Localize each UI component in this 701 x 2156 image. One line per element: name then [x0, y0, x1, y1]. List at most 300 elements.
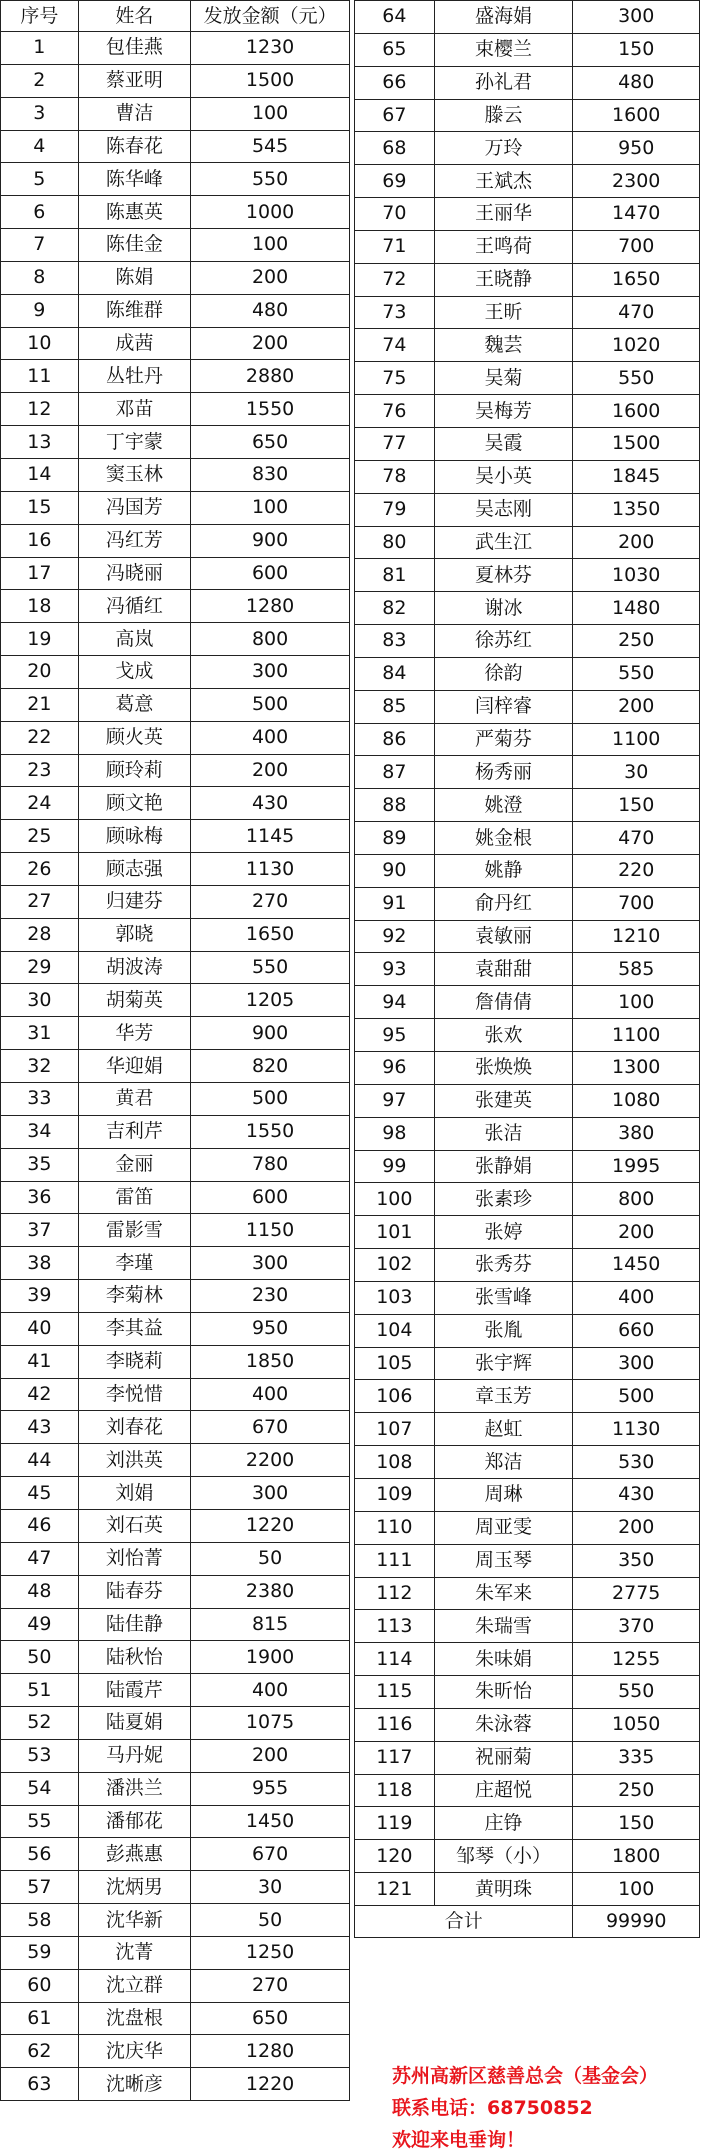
- amount-cell: 600: [191, 1181, 350, 1214]
- recipient-name: 张静娟: [434, 1150, 573, 1183]
- row-number: 48: [1, 1575, 79, 1608]
- amount-cell: 550: [573, 362, 700, 395]
- row-number: 37: [1, 1214, 79, 1247]
- row-number: 46: [1, 1509, 79, 1542]
- table-row: [355, 789, 700, 822]
- table-row: [1, 1805, 350, 1838]
- table-row: [355, 493, 700, 526]
- amount-cell: 2200: [191, 1444, 350, 1477]
- row-number: 110: [355, 1511, 435, 1544]
- amount-cell: 670: [191, 1838, 350, 1871]
- recipient-name: 吴志刚: [434, 493, 573, 526]
- recipient-name: 窦玉林: [78, 458, 191, 491]
- recipient-name: 姚金根: [434, 822, 573, 855]
- table-row: [355, 723, 700, 756]
- recipient-name: 夏林芬: [434, 559, 573, 592]
- row-number: 42: [1, 1378, 79, 1411]
- amount-cell: 200: [191, 1739, 350, 1772]
- row-number: 71: [355, 230, 435, 263]
- table-row: [355, 395, 700, 428]
- amount-cell: 950: [191, 1312, 350, 1345]
- amount-cell: 650: [191, 426, 350, 459]
- amount-cell: 480: [573, 66, 700, 99]
- recipient-name: 沈炳男: [78, 1871, 191, 1904]
- row-number: 97: [355, 1084, 435, 1117]
- row-number: 33: [1, 1083, 79, 1116]
- row-number: 81: [355, 559, 435, 592]
- disbursement-table-left: [0, 0, 350, 2101]
- recipient-name: 祝丽菊: [434, 1741, 573, 1774]
- recipient-name: 黄君: [78, 1083, 191, 1116]
- row-number: 73: [355, 296, 435, 329]
- recipient-name: 朱味娟: [434, 1643, 573, 1676]
- recipient-name: 沈晰彦: [78, 2068, 191, 2101]
- table-row: [1, 1214, 350, 1247]
- recipient-name: 袁敏丽: [434, 920, 573, 953]
- amount-cell: 1500: [573, 427, 700, 460]
- table-row: [355, 329, 700, 362]
- row-number: 31: [1, 1017, 79, 1050]
- amount-cell: 950: [573, 132, 700, 165]
- amount-cell: 1350: [573, 493, 700, 526]
- table-row: [1, 1904, 350, 1937]
- amount-cell: 550: [573, 657, 700, 690]
- recipient-name: 吴梅芳: [434, 395, 573, 428]
- row-number: 99: [355, 1150, 435, 1183]
- recipient-name: 冯国芳: [78, 491, 191, 524]
- row-number: 77: [355, 427, 435, 460]
- header-amount: 发放金额（元）: [191, 1, 350, 32]
- recipient-name: 李晓莉: [78, 1345, 191, 1378]
- table-row: [1, 426, 350, 459]
- amount-cell: 1030: [573, 559, 700, 592]
- row-number: 117: [355, 1741, 435, 1774]
- amount-cell: 200: [191, 261, 350, 294]
- table-row: [355, 1, 700, 34]
- amount-cell: 30: [191, 1871, 350, 1904]
- recipient-name: 张胤: [434, 1314, 573, 1347]
- amount-cell: 1145: [191, 820, 350, 853]
- row-number: 120: [355, 1840, 435, 1873]
- table-row: [355, 690, 700, 723]
- row-number: 22: [1, 721, 79, 754]
- row-number: 68: [355, 132, 435, 165]
- recipient-name: 顾文艳: [78, 787, 191, 820]
- row-number: 96: [355, 1052, 435, 1085]
- recipient-name: 马丹妮: [78, 1739, 191, 1772]
- recipient-name: 谢冰: [434, 592, 573, 625]
- recipient-name: 王丽华: [434, 198, 573, 231]
- table-row: [1, 32, 350, 65]
- row-number: 72: [355, 263, 435, 296]
- table-row: [355, 1478, 700, 1511]
- row-number: 49: [1, 1608, 79, 1641]
- recipient-name: 吴霞: [434, 427, 573, 460]
- amount-cell: 1220: [191, 2068, 350, 2101]
- table-row: [355, 1610, 700, 1643]
- amount-cell: 380: [573, 1117, 700, 1150]
- amount-cell: 700: [573, 230, 700, 263]
- table-row: [355, 1413, 700, 1446]
- recipient-name: 朱瑞雪: [434, 1610, 573, 1643]
- recipient-name: 高岚: [78, 623, 191, 656]
- amount-cell: 1600: [573, 99, 700, 132]
- amount-cell: 300: [191, 1247, 350, 1280]
- row-number: 19: [1, 623, 79, 656]
- row-number: 14: [1, 458, 79, 491]
- amount-cell: 600: [191, 557, 350, 590]
- recipient-name: 沈立群: [78, 1969, 191, 2002]
- recipient-name: 姚静: [434, 854, 573, 887]
- recipient-name: 徐苏红: [434, 625, 573, 658]
- recipient-name: 华芳: [78, 1017, 191, 1050]
- table-row: [1, 294, 350, 327]
- row-number: 86: [355, 723, 435, 756]
- recipient-name: 郑洁: [434, 1446, 573, 1479]
- table-row: [1, 853, 350, 886]
- amount-cell: 150: [573, 789, 700, 822]
- recipient-name: 陆春芬: [78, 1575, 191, 1608]
- row-number: 64: [355, 1, 435, 34]
- row-number: 94: [355, 986, 435, 1019]
- table-row: [1, 557, 350, 590]
- row-number: 34: [1, 1115, 79, 1148]
- row-number: 83: [355, 625, 435, 658]
- amount-cell: 500: [191, 688, 350, 721]
- recipient-name: 归建芬: [78, 885, 191, 918]
- table-row: [1, 1477, 350, 1510]
- table-header-row: [1, 1, 350, 32]
- row-number: 53: [1, 1739, 79, 1772]
- recipient-name: 戈成: [78, 656, 191, 689]
- table-row: [1, 1050, 350, 1083]
- recipient-name: 邓苗: [78, 393, 191, 426]
- row-number: 76: [355, 395, 435, 428]
- row-number: 41: [1, 1345, 79, 1378]
- table-row: [1, 1838, 350, 1871]
- amount-cell: 250: [573, 1774, 700, 1807]
- row-number: 60: [1, 1969, 79, 2002]
- table-row: [1, 1608, 350, 1641]
- recipient-name: 冯红芳: [78, 524, 191, 557]
- row-number: 52: [1, 1707, 79, 1740]
- amount-cell: 1205: [191, 984, 350, 1017]
- recipient-name: 张秀芬: [434, 1249, 573, 1282]
- table-row: [355, 460, 700, 493]
- amount-cell: 400: [191, 721, 350, 754]
- row-number: 91: [355, 887, 435, 920]
- amount-cell: 2775: [573, 1577, 700, 1610]
- table-row: [1, 984, 350, 1017]
- recipient-name: 胡波涛: [78, 951, 191, 984]
- amount-cell: 100: [191, 97, 350, 130]
- recipient-name: 潘郁花: [78, 1805, 191, 1838]
- recipient-name: 邹琴（小）: [434, 1840, 573, 1873]
- table-row: [1, 623, 350, 656]
- table-row: [355, 1347, 700, 1380]
- recipient-name: 陆秋怡: [78, 1641, 191, 1674]
- amount-cell: 1450: [573, 1249, 700, 1282]
- table-row: [1, 1378, 350, 1411]
- amount-cell: 650: [191, 2002, 350, 2035]
- table-row: [355, 66, 700, 99]
- recipient-name: 朱军来: [434, 1577, 573, 1610]
- amount-cell: 1050: [573, 1708, 700, 1741]
- amount-cell: 1000: [191, 196, 350, 229]
- amount-cell: 660: [573, 1314, 700, 1347]
- recipient-name: 俞丹红: [434, 887, 573, 920]
- recipient-name: 章玉芳: [434, 1380, 573, 1413]
- amount-cell: 100: [191, 491, 350, 524]
- row-number: 45: [1, 1477, 79, 1510]
- amount-cell: 1250: [191, 1936, 350, 1969]
- recipient-name: 张建英: [434, 1084, 573, 1117]
- recipient-name: 雷笛: [78, 1181, 191, 1214]
- recipient-name: 陆霞芹: [78, 1674, 191, 1707]
- recipient-name: 郭晓: [78, 918, 191, 951]
- row-number: 65: [355, 33, 435, 66]
- amount-cell: 780: [191, 1148, 350, 1181]
- recipient-name: 沈华新: [78, 1904, 191, 1937]
- recipient-name: 胡菊英: [78, 984, 191, 1017]
- table-row: [1, 1345, 350, 1378]
- amount-cell: 500: [191, 1083, 350, 1116]
- row-number: 44: [1, 1444, 79, 1477]
- table-row: [355, 1741, 700, 1774]
- recipient-name: 王鸣荷: [434, 230, 573, 263]
- amount-cell: 1845: [573, 460, 700, 493]
- table-row: [1, 1707, 350, 1740]
- row-number: 113: [355, 1610, 435, 1643]
- recipient-name: 刘娟: [78, 1477, 191, 1510]
- amount-cell: 250: [573, 625, 700, 658]
- row-number: 17: [1, 557, 79, 590]
- recipient-name: 彭燕惠: [78, 1838, 191, 1871]
- table-row: [1, 261, 350, 294]
- table-row: [355, 1873, 700, 1906]
- row-number: 3: [1, 97, 79, 130]
- recipient-name: 黄明珠: [434, 1873, 573, 1906]
- row-number: 80: [355, 526, 435, 559]
- row-number: 101: [355, 1216, 435, 1249]
- row-number: 70: [355, 198, 435, 231]
- amount-cell: 1650: [573, 263, 700, 296]
- recipient-name: 冯晓丽: [78, 557, 191, 590]
- row-number: 30: [1, 984, 79, 1017]
- table-row: [355, 1019, 700, 1052]
- amount-cell: 1255: [573, 1643, 700, 1676]
- recipient-name: 王昕: [434, 296, 573, 329]
- header-no: 序号: [1, 1, 79, 32]
- row-number: 98: [355, 1117, 435, 1150]
- table-row: [355, 1150, 700, 1183]
- amount-cell: 430: [191, 787, 350, 820]
- amount-cell: 270: [191, 1969, 350, 2002]
- amount-cell: 230: [191, 1280, 350, 1313]
- header-name: 姓名: [78, 1, 191, 32]
- table-row: [1, 97, 350, 130]
- amount-cell: 585: [573, 953, 700, 986]
- table-row: [355, 1807, 700, 1840]
- recipient-name: 严菊芬: [434, 723, 573, 756]
- table-row: [355, 526, 700, 559]
- row-number: 114: [355, 1643, 435, 1676]
- table-row: [1, 1181, 350, 1214]
- row-number: 7: [1, 229, 79, 262]
- recipient-name: 张宇辉: [434, 1347, 573, 1380]
- row-number: 55: [1, 1805, 79, 1838]
- row-number: 92: [355, 920, 435, 953]
- amount-cell: 1080: [573, 1084, 700, 1117]
- recipient-name: 庄超悦: [434, 1774, 573, 1807]
- amount-cell: 700: [573, 887, 700, 920]
- recipient-name: 包佳燕: [78, 32, 191, 65]
- table-row: [355, 822, 700, 855]
- amount-cell: 1550: [191, 1115, 350, 1148]
- table-row: [1, 1542, 350, 1575]
- recipient-name: 吴菊: [434, 362, 573, 395]
- row-number: 121: [355, 1873, 435, 1906]
- table-row: [355, 559, 700, 592]
- recipient-name: 华迎娟: [78, 1050, 191, 1083]
- table-row: [355, 1052, 700, 1085]
- table-row: [355, 657, 700, 690]
- table-row: [355, 99, 700, 132]
- recipient-name: 杨秀丽: [434, 756, 573, 789]
- amount-cell: 500: [573, 1380, 700, 1413]
- amount-cell: 2380: [191, 1575, 350, 1608]
- table-row: [355, 427, 700, 460]
- table-row: [1, 590, 350, 623]
- row-number: 6: [1, 196, 79, 229]
- recipient-name: 张雪峰: [434, 1281, 573, 1314]
- amount-cell: 955: [191, 1772, 350, 1805]
- table-row: [355, 887, 700, 920]
- recipient-name: 盛海娟: [434, 1, 573, 34]
- recipient-name: 周玉琴: [434, 1544, 573, 1577]
- table-row: [355, 33, 700, 66]
- amount-cell: 1995: [573, 1150, 700, 1183]
- recipient-name: 丁宇蒙: [78, 426, 191, 459]
- row-number: 109: [355, 1478, 435, 1511]
- row-number: 84: [355, 657, 435, 690]
- amount-cell: 1150: [191, 1214, 350, 1247]
- amount-cell: 820: [191, 1050, 350, 1083]
- row-number: 105: [355, 1347, 435, 1380]
- recipient-name: 王斌杰: [434, 165, 573, 198]
- row-number: 107: [355, 1413, 435, 1446]
- table-row: [355, 1544, 700, 1577]
- row-number: 4: [1, 130, 79, 163]
- table-row: [355, 1183, 700, 1216]
- recipient-name: 陆佳静: [78, 1608, 191, 1641]
- recipient-name: 赵虹: [434, 1413, 573, 1446]
- row-number: 112: [355, 1577, 435, 1610]
- recipient-name: 陈维群: [78, 294, 191, 327]
- table-row: [355, 1249, 700, 1282]
- row-number: 50: [1, 1641, 79, 1674]
- amount-cell: 200: [573, 526, 700, 559]
- row-number: 103: [355, 1281, 435, 1314]
- table-row: [1, 1871, 350, 1904]
- amount-cell: 815: [191, 1608, 350, 1641]
- amount-cell: 400: [191, 1378, 350, 1411]
- recipient-name: 李瑾: [78, 1247, 191, 1280]
- table-row: [355, 592, 700, 625]
- row-number: 90: [355, 854, 435, 887]
- table-row: [355, 1643, 700, 1676]
- table-row: [1, 1411, 350, 1444]
- row-number: 51: [1, 1674, 79, 1707]
- row-number: 118: [355, 1774, 435, 1807]
- recipient-name: 潘洪兰: [78, 1772, 191, 1805]
- recipient-name: 陆夏娟: [78, 1707, 191, 1740]
- table-row: [355, 1117, 700, 1150]
- table-row: [355, 1774, 700, 1807]
- table-row: [1, 327, 350, 360]
- amount-cell: 1280: [191, 590, 350, 623]
- row-number: 5: [1, 163, 79, 196]
- table-row: [1, 1444, 350, 1477]
- amount-cell: 1130: [191, 853, 350, 886]
- amount-cell: 900: [191, 1017, 350, 1050]
- row-number: 89: [355, 822, 435, 855]
- recipient-name: 金丽: [78, 1148, 191, 1181]
- amount-cell: 200: [573, 690, 700, 723]
- table-row: [1, 163, 350, 196]
- table-row: [1, 1674, 350, 1707]
- amount-cell: 300: [191, 656, 350, 689]
- table-row: [355, 1446, 700, 1479]
- recipient-name: 周琳: [434, 1478, 573, 1511]
- table-row: [1, 64, 350, 97]
- row-number: 2: [1, 64, 79, 97]
- amount-cell: 1480: [573, 592, 700, 625]
- recipient-name: 徐韵: [434, 657, 573, 690]
- total-row: [355, 1905, 700, 1937]
- row-number: 47: [1, 1542, 79, 1575]
- row-number: 27: [1, 885, 79, 918]
- table-row: [1, 787, 350, 820]
- amount-cell: 335: [573, 1741, 700, 1774]
- row-number: 8: [1, 261, 79, 294]
- row-number: 16: [1, 524, 79, 557]
- amount-cell: 1800: [573, 1840, 700, 1873]
- table-row: [1, 1083, 350, 1116]
- table-row: [355, 165, 700, 198]
- recipient-name: 朱昕怡: [434, 1676, 573, 1709]
- table-row: [355, 1577, 700, 1610]
- row-number: 38: [1, 1247, 79, 1280]
- table-row: [1, 1115, 350, 1148]
- amount-cell: 480: [191, 294, 350, 327]
- total-label: 合计: [355, 1905, 573, 1937]
- recipient-name: 姚澄: [434, 789, 573, 822]
- amount-cell: 300: [191, 1477, 350, 1510]
- total-value: 99990: [573, 1905, 700, 1937]
- recipient-name: 沈庆华: [78, 2035, 191, 2068]
- recipient-name: 吴小英: [434, 460, 573, 493]
- row-number: 24: [1, 787, 79, 820]
- recipient-name: 顾玲莉: [78, 754, 191, 787]
- table-row: [355, 625, 700, 658]
- table-row: [355, 198, 700, 231]
- row-number: 28: [1, 918, 79, 951]
- recipient-name: 顾火英: [78, 721, 191, 754]
- org-name: 苏州高新区慈善总会（基金会）: [392, 2065, 659, 2087]
- table-row: [355, 1216, 700, 1249]
- row-number: 18: [1, 590, 79, 623]
